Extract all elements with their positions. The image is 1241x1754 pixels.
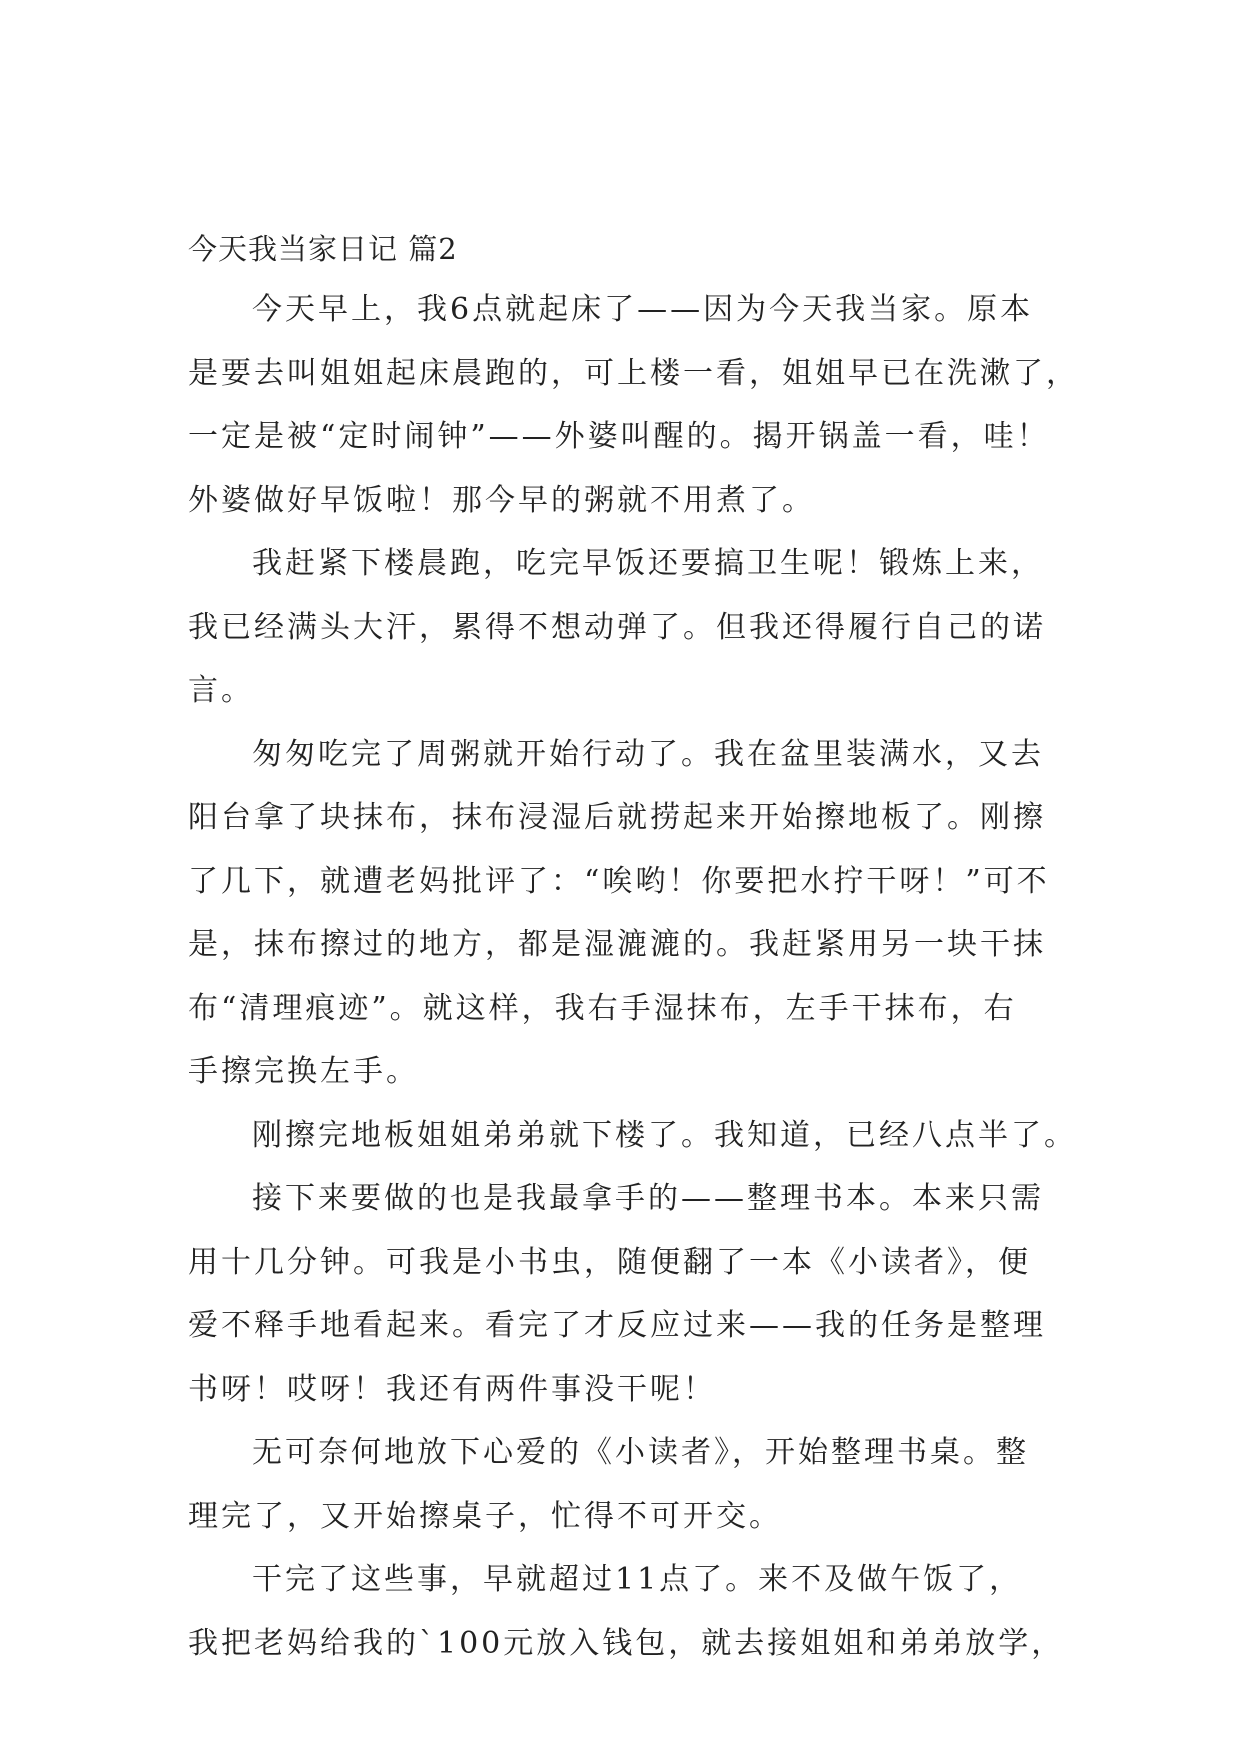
document-title: 今天我当家日记 篇2 bbox=[188, 232, 458, 266]
text-line: 我已经满头大汗，累得不想动弹了。但我还得履行自己的诺 bbox=[188, 609, 1046, 645]
text-line: 阳台拿了块抹布，抹布浸湿后就捞起来开始擦地板了。刚擦 bbox=[188, 800, 1046, 835]
text-line: 爱不释手地看起来。看完了才反应过来——我的任务是整理 bbox=[188, 1308, 1046, 1343]
paragraph-2 bbox=[188, 532, 1058, 723]
text-line: 是要去叫姐姐起床晨跑的，可上楼一看，姐姐早已在洗漱了， bbox=[188, 355, 1079, 391]
text-line: 一定是被“定时闹钟”——外婆叫醒的。揭开锅盖一看，哇！ bbox=[188, 419, 1050, 454]
text-line: 手擦完换左手。 bbox=[188, 1054, 419, 1089]
paragraph-5 bbox=[188, 1167, 1058, 1421]
paragraph-6 bbox=[188, 1421, 1058, 1548]
text-line: 了几下，就遭老妈批评了：“唉哟！你要把水拧干呀！”可不 bbox=[188, 863, 1050, 899]
text-line: 我把老妈给我的`100元放入钱包，就去接姐姐和弟弟放学， bbox=[188, 1625, 1065, 1661]
document-body bbox=[188, 222, 1079, 1675]
text-line: 接下来要做的也是我最拿手的——整理书本。本来只需 bbox=[252, 1181, 1044, 1216]
text-line: 匆匆吃完了周粥就开始行动了。我在盆里装满水，又去 bbox=[252, 736, 1044, 772]
text-line: 外婆做好早饭啦！那今早的粥就不用煮了。 bbox=[188, 482, 815, 518]
text-line: 无可奈何地放下心爱的《小读者》，开始整理书桌。整 bbox=[252, 1435, 1029, 1470]
paragraph-3 bbox=[188, 723, 1058, 1104]
text-line: 书呀！哎呀！我还有两件事没干呢！ bbox=[188, 1371, 716, 1407]
paragraph-7 bbox=[188, 1548, 1065, 1675]
paragraph-1 bbox=[188, 278, 1079, 532]
text-line: 刚擦完地板姐姐弟弟就下楼了。我知道，已经八点半了。 bbox=[252, 1117, 1077, 1153]
text-line: 今天早上，我6点就起床了——因为今天我当家。原本 bbox=[252, 292, 1034, 327]
text-line: 布“清理痕迹”。就这样，我右手湿抹布，左手干抹布，右 bbox=[188, 990, 1017, 1026]
text-line: 言。 bbox=[188, 673, 254, 708]
text-line: 用十几分钟。可我是小书虫，随便翻了一本《小读者》，便 bbox=[188, 1244, 1031, 1280]
text-line: 干完了这些事，早就超过11点了。来不及做午饭了， bbox=[252, 1562, 1023, 1597]
text-line: 理完了，又开始擦桌子，忙得不可开交。 bbox=[188, 1498, 782, 1534]
paragraph-4 bbox=[188, 1104, 1077, 1168]
text-line: 是，抹布擦过的地方，都是湿漉漉的。我赶紧用另一块干抹 bbox=[188, 927, 1046, 962]
text-line: 我赶紧下楼晨跑，吃完早饭还要搞卫生呢！锻炼上来， bbox=[252, 546, 1044, 581]
